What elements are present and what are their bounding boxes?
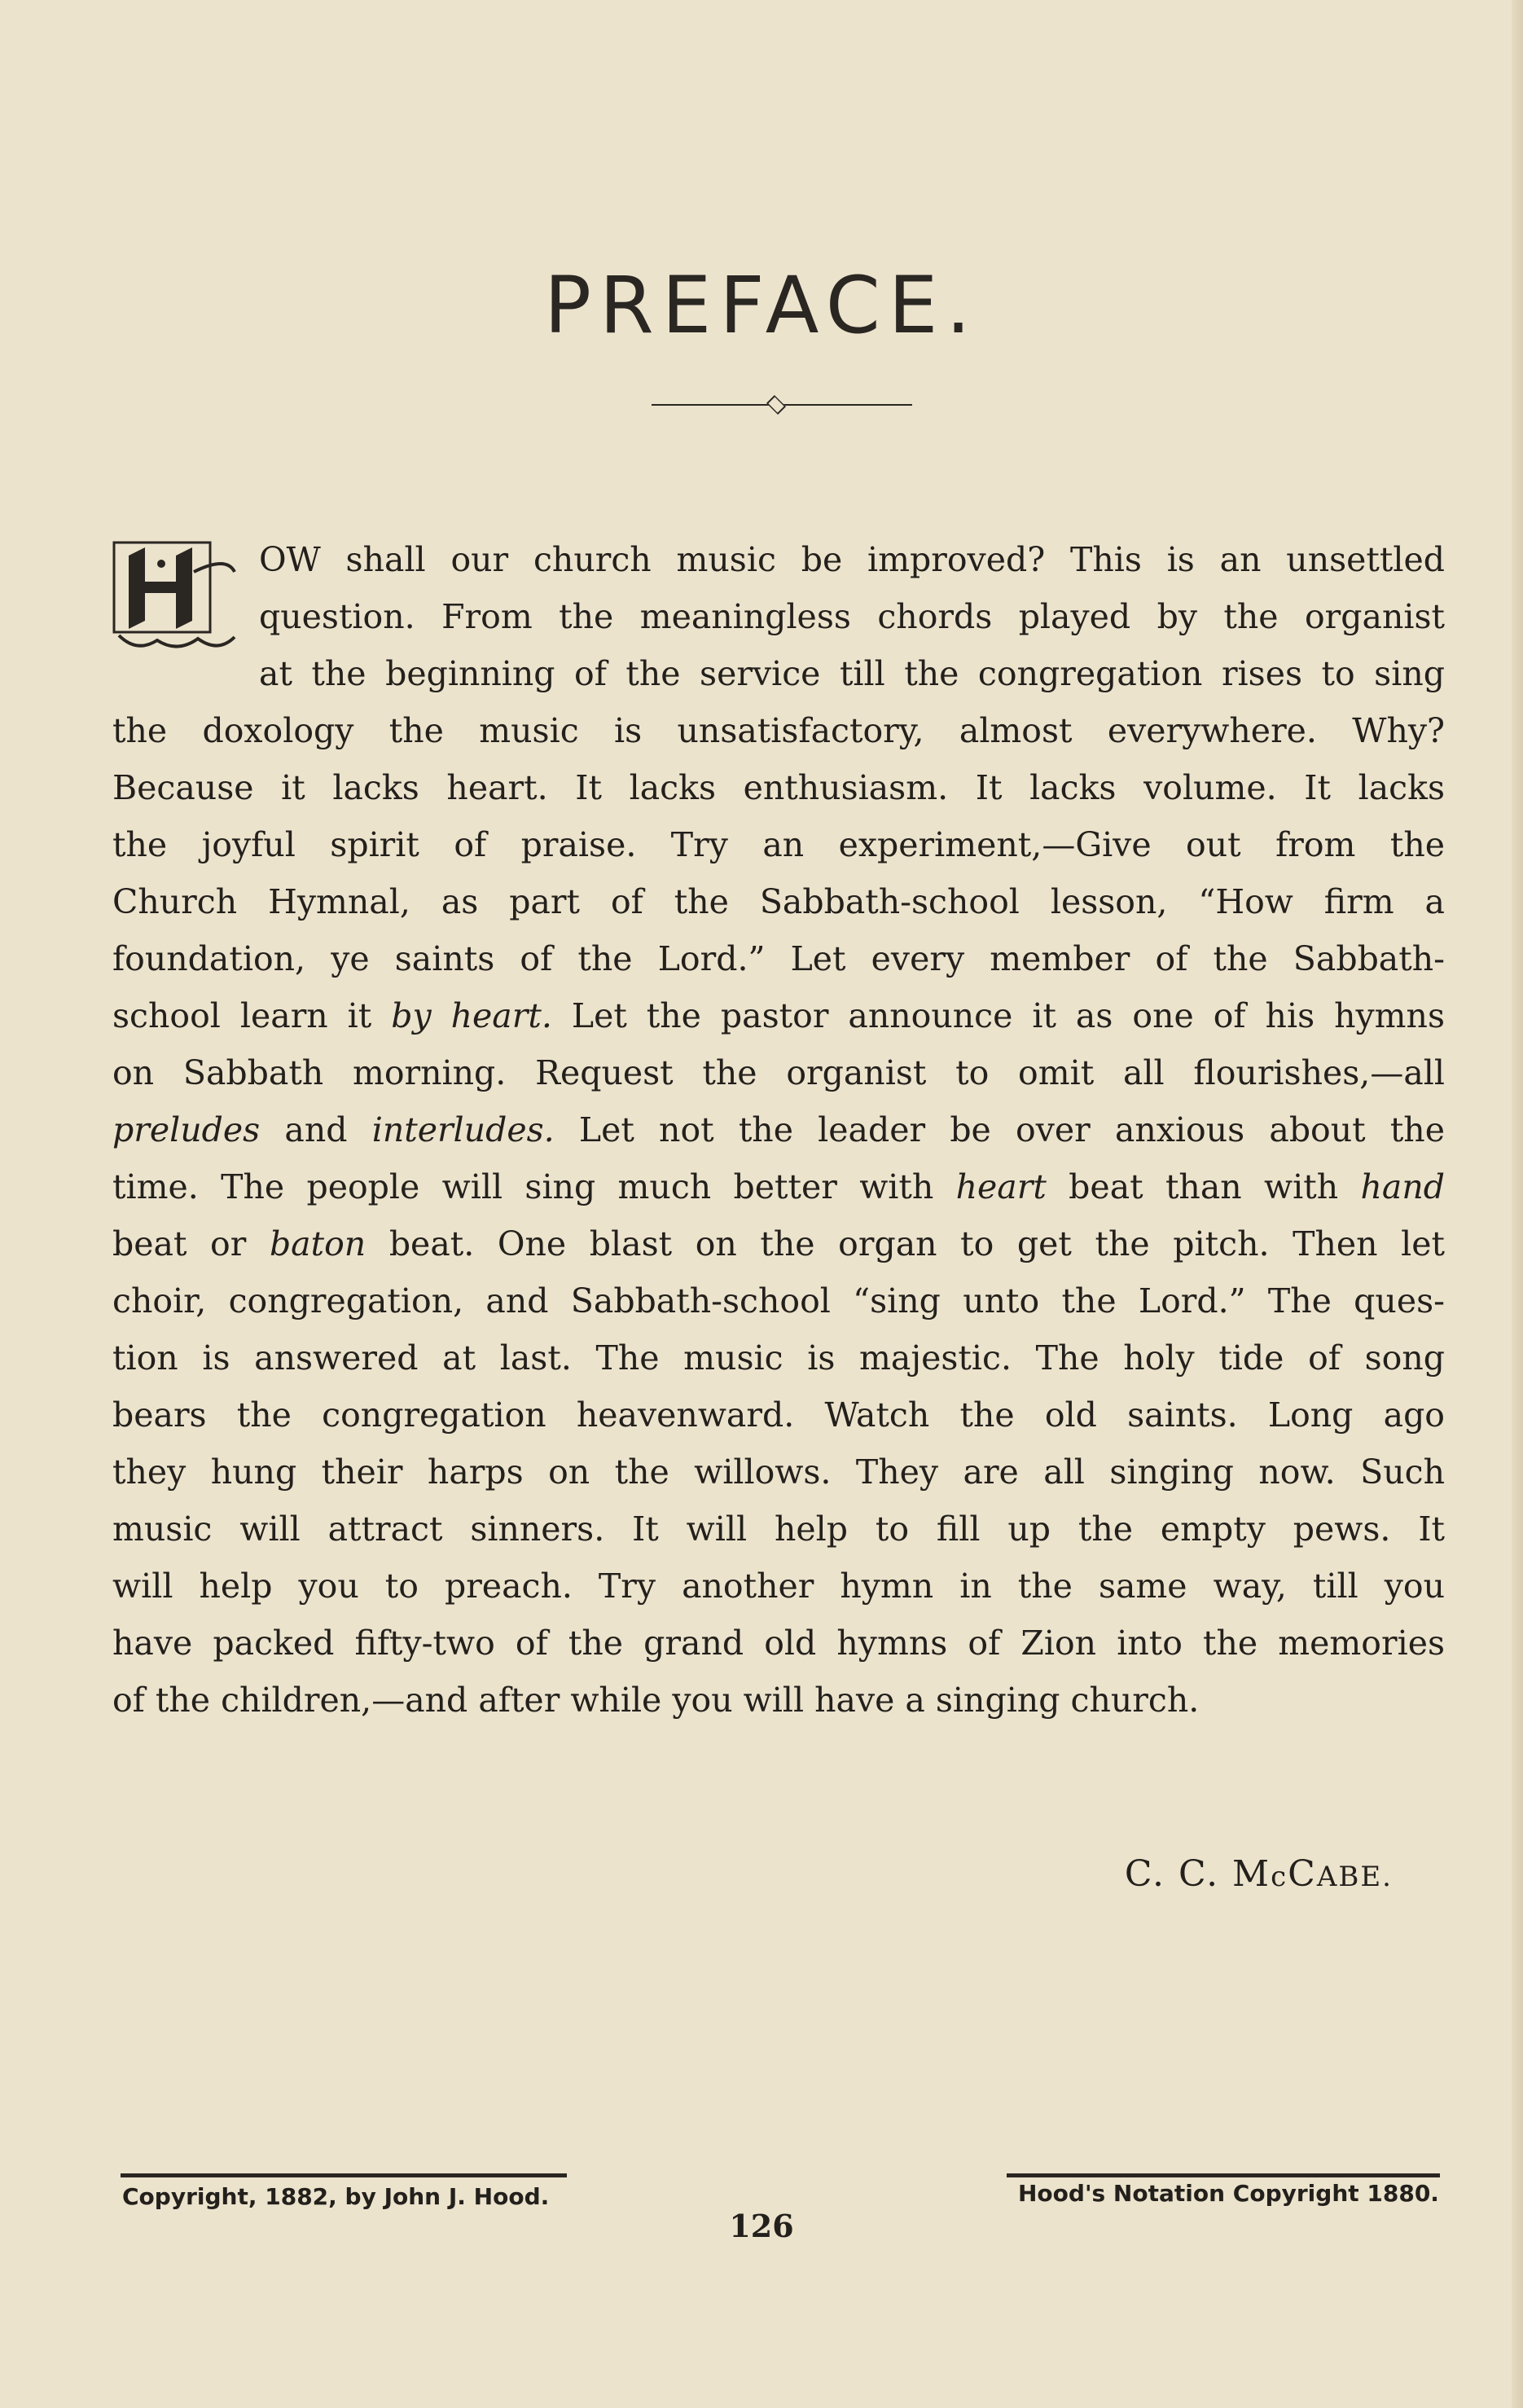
body-line: time. The people will sing much better with heart beat than with hand — [112, 1167, 1445, 1206]
preface-body — [112, 531, 1445, 1729]
body-line: bears the congregation heavenward. Watch the old saints. Long ago — [112, 1395, 1445, 1435]
body-line: music will attract sinners. It will help to fill up the empty pews. It — [112, 1509, 1445, 1549]
body-line: OW shall our church music be improved? This is an unsettled — [259, 540, 1445, 579]
signature-part: C. C. M — [1124, 1853, 1271, 1895]
signature-part: C — [1288, 1853, 1317, 1895]
copyright-left: Copyright, 1882, by John J. Hood. — [122, 2183, 550, 2210]
body-line: the doxology the music is unsatisfactory, almost everywhere. Why? — [112, 711, 1445, 750]
footer-rule-left — [121, 2173, 567, 2177]
divider-ornament-icon — [766, 395, 786, 415]
footer-rule-right — [1007, 2173, 1440, 2177]
body-line: the joyful spirit of praise. Try an experiment,—Give out from the — [112, 825, 1445, 864]
signature-part: ABE. — [1316, 1861, 1393, 1893]
body-line: will help you to preach. Try another hymn in the same way, till you — [112, 1567, 1445, 1606]
page-edge — [1512, 0, 1523, 2408]
body-line: of the children,—and after while you will have a singing church. — [112, 1681, 1200, 1720]
body-line: tion is answered at last. The music is majestic. The holy tide of song — [112, 1338, 1445, 1378]
body-line: school learn it by heart. Let the pastor announce it as one of his hymns — [112, 996, 1445, 1035]
copyright-right: Hood's Notation Copyright 1880. — [1018, 2180, 1439, 2207]
page-number: 126 — [729, 2208, 794, 2244]
body-line: have packed fifty-two of the grand old hymns of Zion into the memories — [112, 1624, 1445, 1663]
body-line: beat or baton beat. One blast on the organ to get the pitch. Then let — [112, 1224, 1445, 1263]
body-line: choir, congregation, and Sabbath-school “sing unto the Lord.” The ques- — [112, 1281, 1445, 1320]
body-line: at the beginning of the service till the congregation rises to sing — [259, 654, 1445, 693]
body-line: they hung their harps on the willows. They are all singing now. Such — [112, 1452, 1445, 1492]
signature-part: c — [1271, 1861, 1288, 1893]
body-line: foundation, ye saints of the Lord.” Let every member of the Sabbath- — [112, 939, 1445, 978]
body-line: Church Hymnal, as part of the Sabbath-school lesson, “How firm a — [112, 882, 1445, 921]
signature — [1125, 1853, 1393, 1895]
body-line: Because it lacks heart. It lacks enthusiasm. It lacks volume. It lacks — [112, 768, 1445, 807]
body-line: preludes and interludes. Let not the leader be over anxious about the — [112, 1110, 1445, 1149]
body-line: question. From the meaningless chords played by the organist — [259, 597, 1445, 636]
body-line: on Sabbath morning. Request the organist to omit all flourishes,—all — [112, 1053, 1445, 1092]
page-title: PREFACE. — [544, 260, 979, 352]
